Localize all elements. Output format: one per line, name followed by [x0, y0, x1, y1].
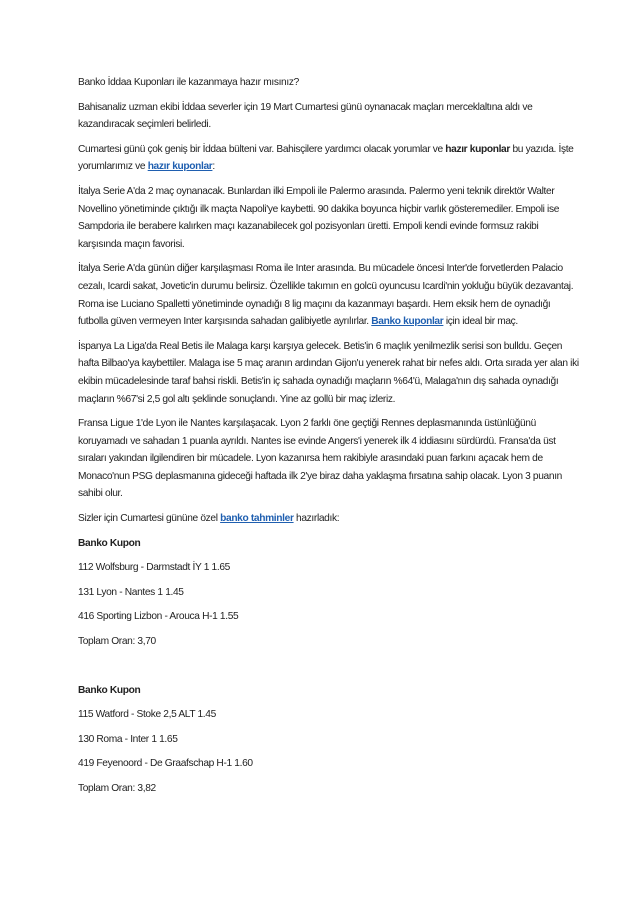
bold-text: hazır kuponlar	[445, 143, 510, 155]
coupon-line: 112 Wolfsburg - Darmstadt İY 1 1.65	[78, 562, 230, 574]
text-run: hazırladık:	[293, 513, 340, 525]
intro-paragraph: Bahisanaliz uzman ekibi İddaa severler için 19 Mart Cumartesi günü oynanacak maçları merceklaltına aldı ve kazandıracak seçimleri belirledi.	[78, 101, 533, 131]
closing-paragraph	[78, 510, 580, 528]
text-run: için ideal bir maç.	[443, 316, 518, 328]
coupon-line: 130 Roma - Inter 1 1.65	[78, 733, 178, 745]
coupon-line: 115 Watford - Stoke 2,5 ALT 1.45	[78, 709, 216, 721]
banko-kuponlar-link[interactable]: Banko kuponlar	[371, 316, 444, 328]
text-run: Sizler için Cumartesi gününe özel	[78, 513, 221, 525]
spacer	[78, 658, 580, 682]
text-run: :	[212, 161, 215, 173]
france-paragraph: Fransa Ligue 1'de Lyon ile Nantes karşılaşacak. Lyon 2 farklı öne geçtiği Rennes deplasmanında üstünlüğünü koruyamadı ve sahadan 1 puanla ayrıldı. Nantes ise evinde Angers'i yenerek ilk 4 iddiasını sürdürdü. Fransa'da üst sıraları yakından ilgilendiren bir mücadele. Lyon kazanırsa hem rakibiyle arasındaki puan farkını açacak hem de Monaco'nun PSG deplasmanına gideceği haftada ilk 2'ye biraz daha yaklaşma fırsatına sahip olacak. Lyon 3 puanın sahibi olur.	[78, 418, 562, 500]
coupon-line: 131 Lyon - Nantes 1 1.45	[78, 586, 184, 598]
coupon-title: Banko Kupon	[78, 684, 141, 696]
text-run: bu yazıda. İşte yorumlarımız ve	[78, 143, 574, 173]
coupon-line: 416 Sporting Lizbon - Arouca H-1 1.55	[78, 611, 239, 623]
intro-paragraph-2	[78, 141, 580, 176]
spain-paragraph: İspanya La Liga'da Real Betis ile Malaga karşı karşıya gelecek. Betis'in 6 maçlık yenilmezlik serisi son bulldu. Geçen hafta Bilbao'ya kaybettiler. Malaga ise 5 maç aranın ardından Gijon'u yenerek rahat bir nefes aldı. Orta sırada yer alan iki ekibin mücadelesinde taraf bahsi riskli. Betis'in iç sahada oynadığı maçların %64'ü, Malaga'nın dış sahada oynadığı maçların %67'si 2,5 gol altı şeklinde sonuçlandı. Yine az gollü bir maç izleriz.	[78, 340, 579, 405]
coupon-line: 419 Feyenoord - De Graafschap H-1 1.60	[78, 758, 253, 770]
text-run: Cumartesi günü çok geniş bir İddaa bülteni var. Bahisçilere yardımcı olacak yorumlar ve	[78, 143, 446, 155]
coupon-2	[78, 682, 580, 798]
italy-paragraph-2	[78, 260, 580, 330]
text-run: İtalya Serie A'da günün diğer karşılaşması Roma ile Inter arasında. Bu mücadele öncesi Inter'de forvetlerden Palacio cezalı, Icardi sakat, Jovetic'in durumu belirsiz. Özellikle takımın en golcü oyuncusu Icardi'nin yokluğu büyük dezavantaj. Roma ise Luciano Spalletti yönetiminde oynadığı 8 lig maçını da kazanmayı başardı. Hem eksik hem de oynadığı futbolla güven vermeyen Inter karşısında sahadan galibiyetle ayrılırlar.	[78, 263, 574, 328]
coupon-title: Banko Kupon	[78, 537, 141, 549]
coupon-1	[78, 535, 580, 651]
hazir-kuponlar-link[interactable]: hazır kuponlar	[147, 161, 213, 173]
italy-paragraph-1: İtalya Serie A'da 2 maç oynanacak. Bunlardan ilki Empoli ile Palermo arasında. Palermo yeni teknik direktör Walter Novellino yönetiminde çıktığı ilk maçta Napoli'ye kaybetti. 90 dakika boyunca hiçbir varlık gösteremediler. Empoli ise Sampdoria ile berabere kalırken maçı kazanabilecek gol pozisyonları üretti. Empoli kendi evinde formsuz rakibi karşısında maçın favorisi.	[78, 185, 560, 250]
coupon-total: Toplam Oran: 3,82	[78, 783, 156, 794]
coupon-total: Toplam Oran: 3,70	[78, 636, 156, 648]
banko-tahminler-link[interactable]: banko tahminler	[220, 513, 294, 525]
intro-question: Banko İddaa Kuponları ile kazanmaya hazır mısınız?	[78, 77, 299, 88]
